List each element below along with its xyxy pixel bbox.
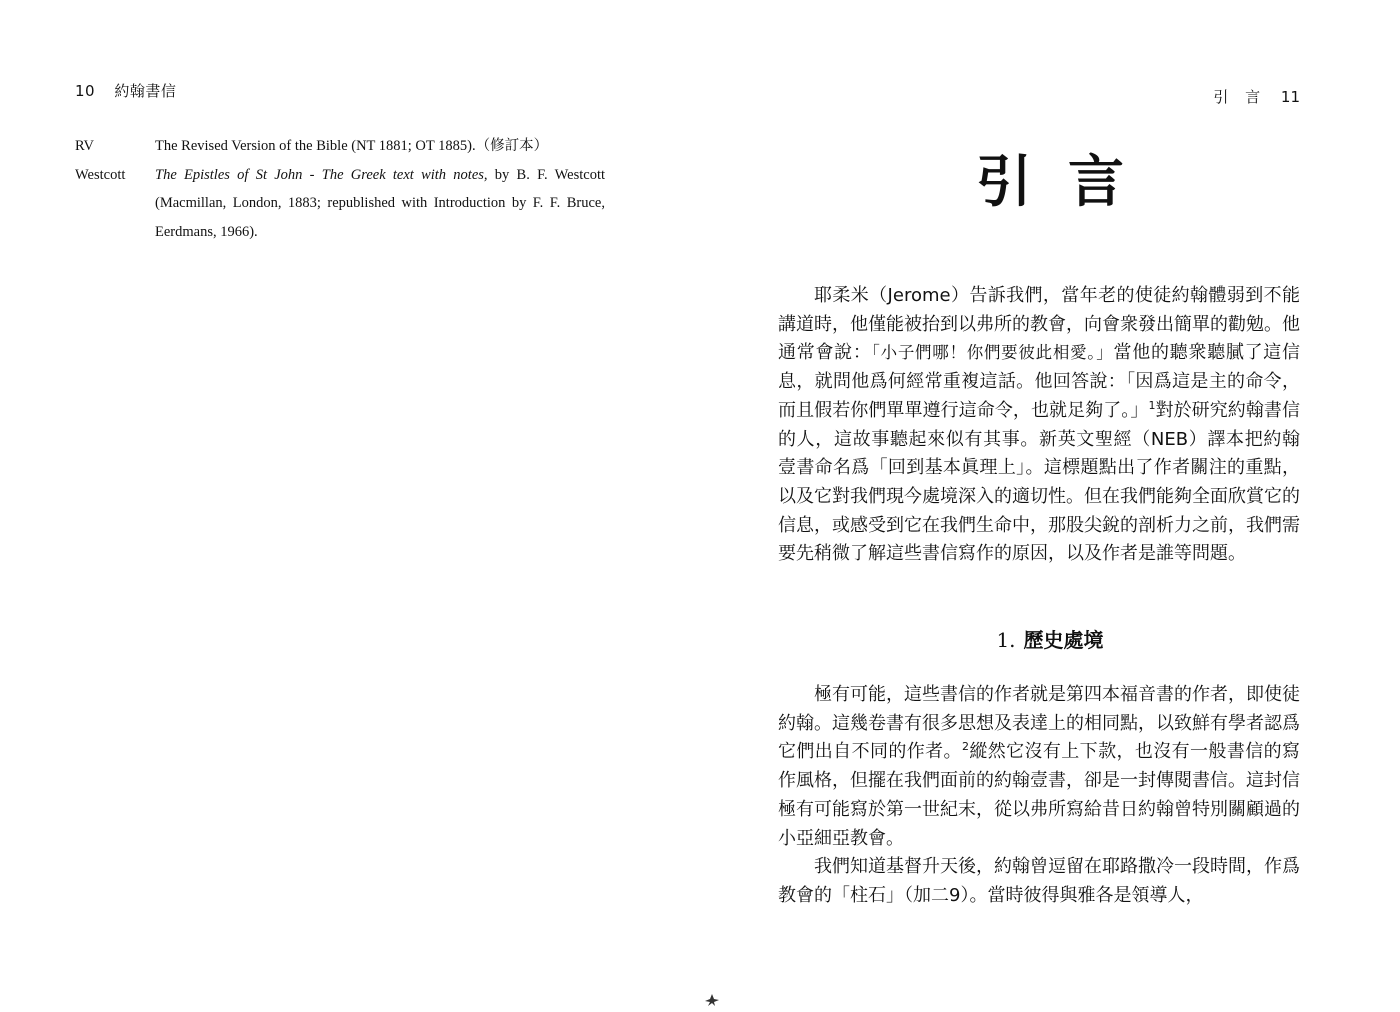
abbreviation-list xyxy=(75,132,605,246)
section-title: 歷史處境 xyxy=(1023,628,1104,652)
abbreviation-italic-title: The Epistles of St John - The Greek text with notes, xyxy=(155,166,488,183)
abbreviation-key: Westcott xyxy=(75,166,126,183)
right-page xyxy=(700,0,1400,1012)
left-running-head xyxy=(75,80,176,101)
section-body xyxy=(778,681,1300,911)
intro-paragraph xyxy=(778,282,1300,569)
abbreviation-text xyxy=(155,161,605,247)
right-running-title: 引 言 xyxy=(1213,88,1267,106)
quotation: 「小子們哪！你們要彼此相愛。」 xyxy=(871,343,1114,363)
text-run: 耶柔米（Jerome）告訴我們，當年老的使徒約翰體弱到不能講道時，他僅能被抬到以弗所的教會，向會衆發出簡單的勸勉。他通常會說： xyxy=(778,285,1300,364)
paragraph-text: 我們知道基督升天後，約翰曾逗留在耶路撒冷一段時間，作爲教會的「柱石」（加二9）。當時彼得與雅各是領導人， xyxy=(778,856,1300,906)
section-heading xyxy=(700,624,1400,653)
text-run: 當他的聽衆聽膩了這信息，就問他爲何經常重複這話。他回答說：「因爲這是主的命令，而且假若你們單單遵行這命令，也就足夠了。」 xyxy=(778,342,1301,421)
abbreviation-text: The Revised Version of the Bible (NT 1881; OT 1885).（修訂本） xyxy=(155,138,549,154)
abbreviation-key: RV xyxy=(75,138,94,154)
left-page-number: 10 xyxy=(75,82,96,100)
text-run: 對於研究約翰書信的人，這故事聽起來似有其事。新英文聖經（NEB）譯本把約翰壹書命名爲「回到基本眞理上」。這標題點出了作者關注的重點，以及它對我們現今處境深入的適切性。但在我們能夠全面欣賞它的信息，或感受到它在我們生命中，那股尖銳的剖析力之前，我們需要先稍微了解這些書信寫作的原因，以及作者是誰等問題。 xyxy=(778,399,1301,565)
abbreviation-detail: by B. F. Westcott (Macmillan, London, 1883; republished with Introduction by F. F. Bruce, Eerdmans, 1966). xyxy=(155,166,605,240)
abbreviation-entry xyxy=(75,161,605,247)
left-running-title: 約翰書信 xyxy=(114,82,177,100)
footnote-marker: 2 xyxy=(961,740,969,754)
paragraph-text xyxy=(778,681,1300,853)
right-running-head xyxy=(1213,86,1300,107)
chapter-title: 引言 xyxy=(976,150,1160,215)
text-run: 縱然它沒有上下款，也沒有一般書信的寫作風格，但擺在我們面前的約翰壹書，卻是一封傳閱書信。這封信極有可能寫於第一世紀末，從以弗所寫給昔日約翰曾特別關顧過的小亞細亞教會。 xyxy=(778,741,1301,849)
section-number: 1. xyxy=(996,628,1016,652)
paragraph-text xyxy=(778,282,1300,569)
abbreviation-entry xyxy=(75,132,605,161)
text-run: 極有可能，這些書信的作者就是第四本福音書的作者，即使徒約翰。這幾卷書有很多思想及表達上的相同點，以致鮮有學者認爲它們出自不同的作者。 xyxy=(778,684,1300,763)
scan-speck-icon xyxy=(703,993,721,1007)
right-page-number: 11 xyxy=(1280,88,1300,106)
footnote-marker: 1 xyxy=(1148,398,1156,412)
